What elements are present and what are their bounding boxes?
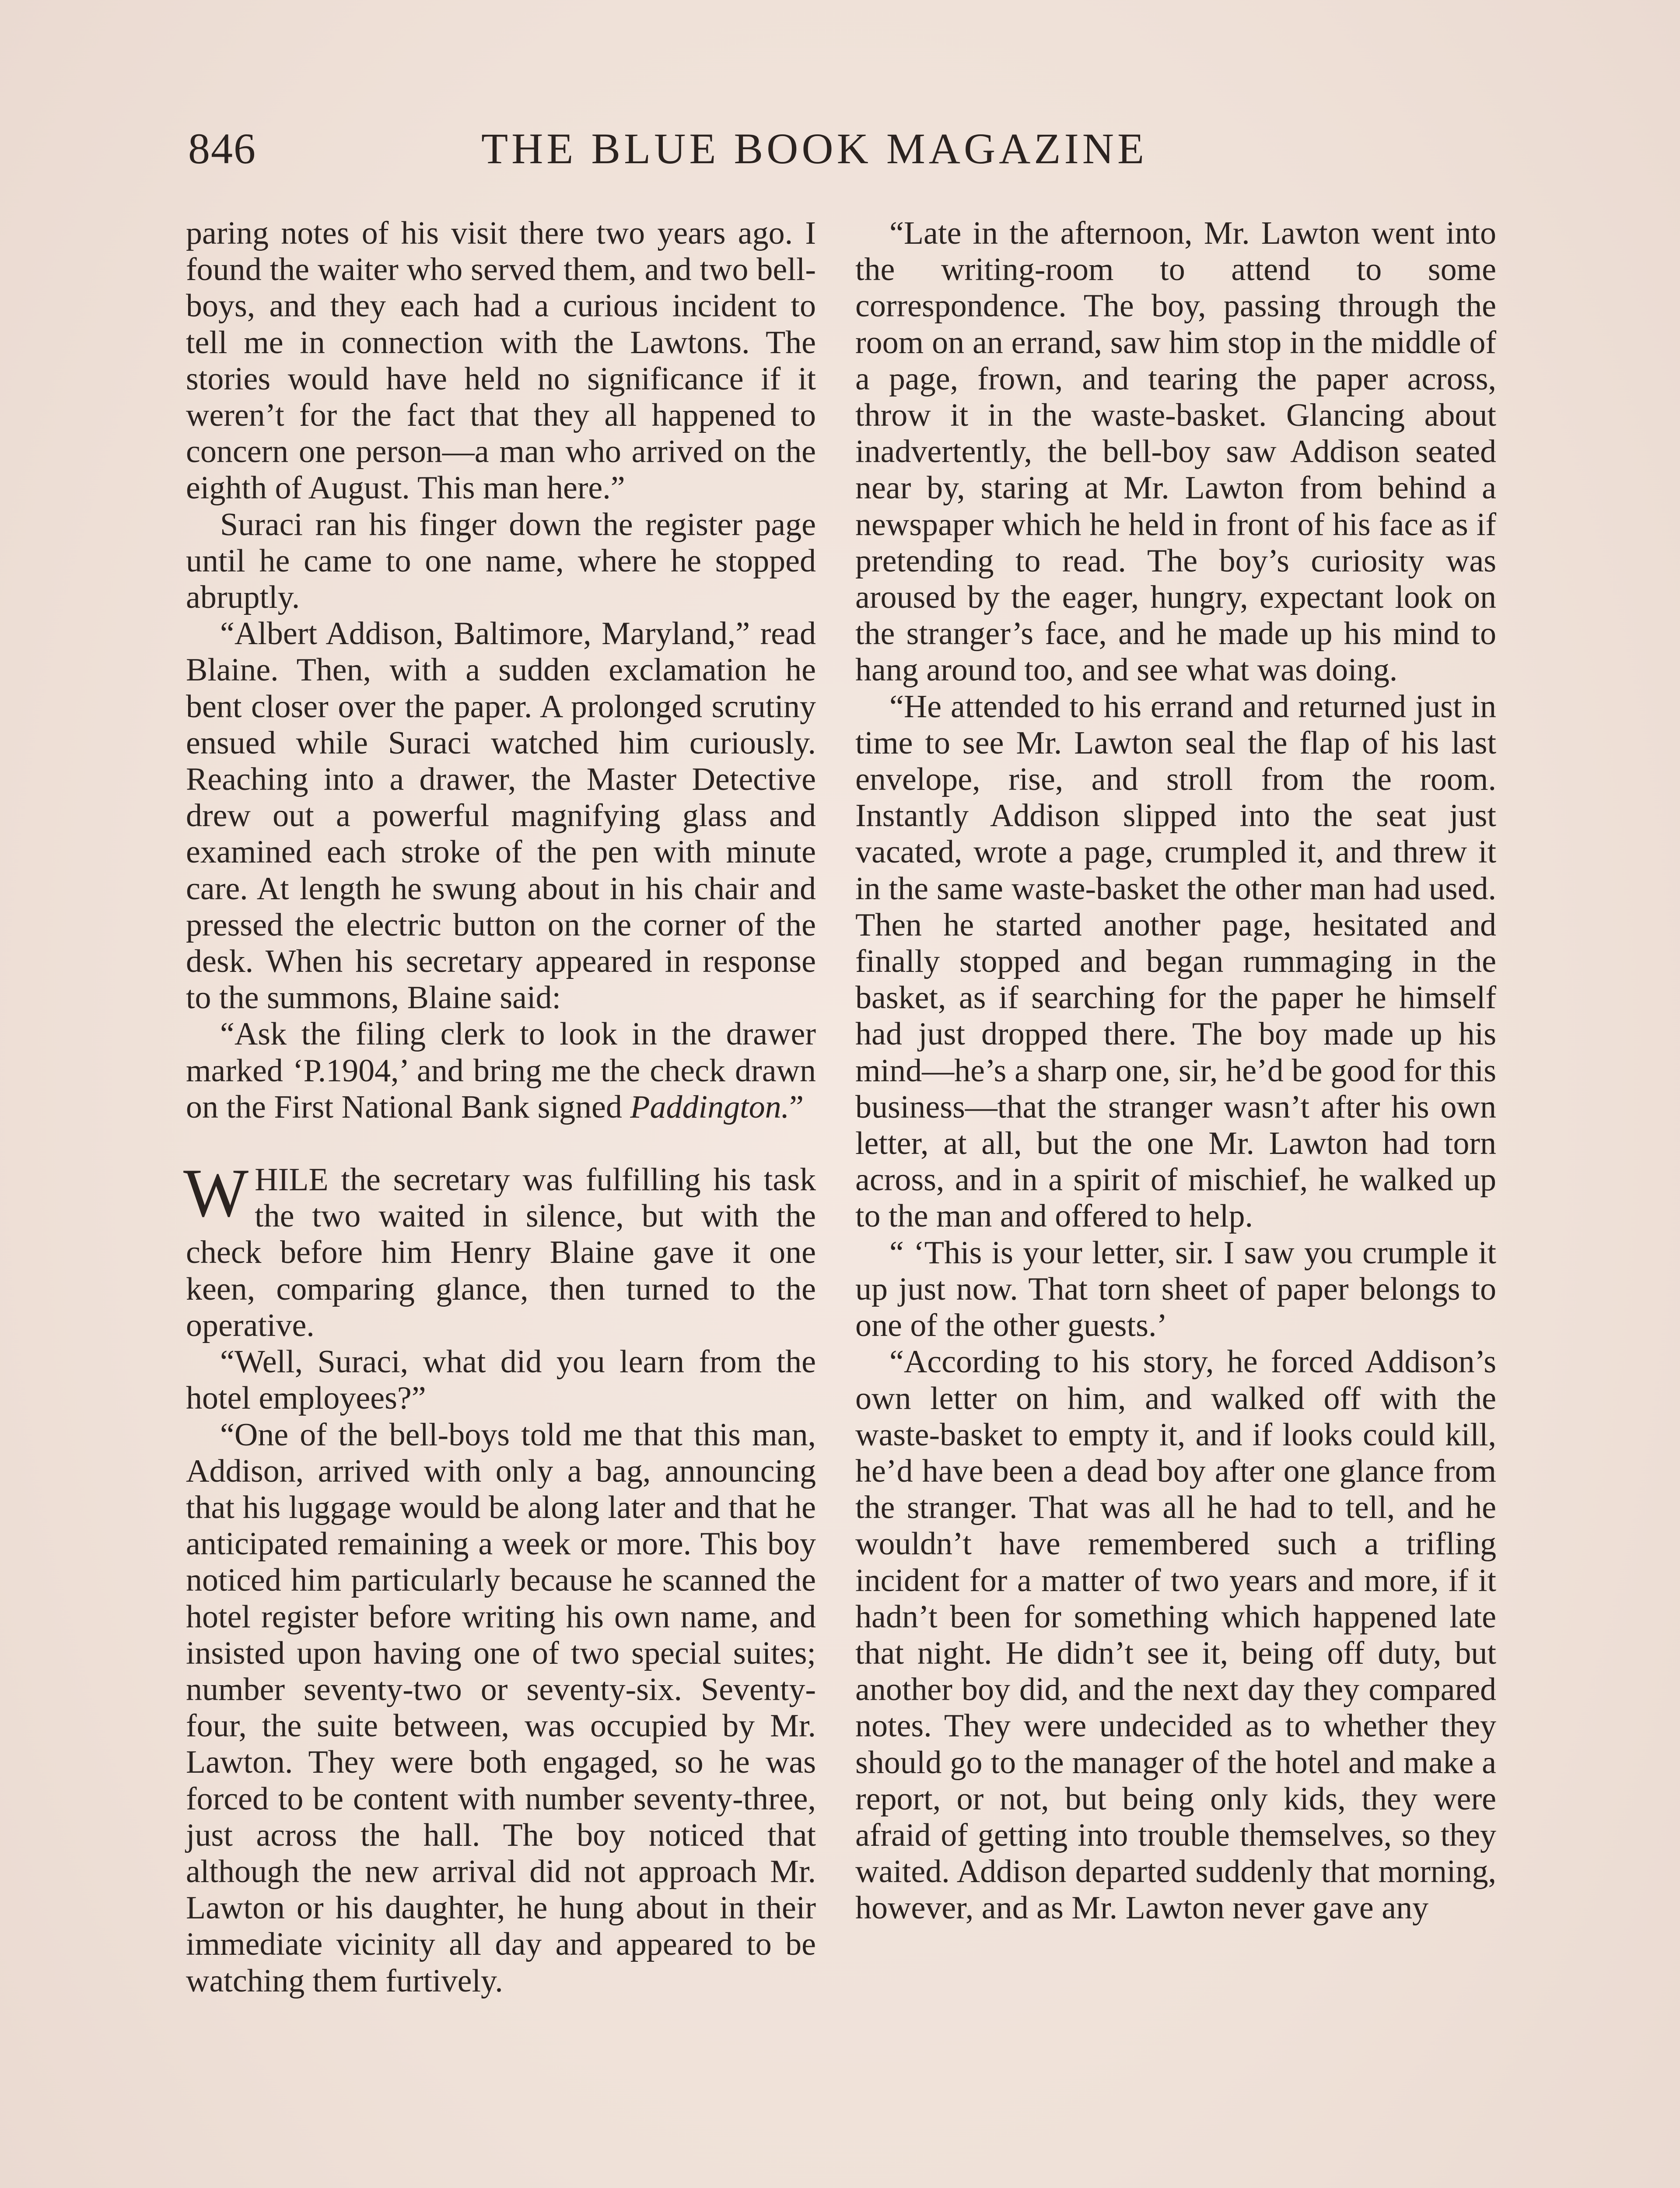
paragraph <box>186 1016 816 1126</box>
paragraph: “Albert Addison, Baltimore, Maryland,” read Blaine. Then, with a sudden exclamation he bent closer over the paper. A prolonged scrutiny ensued while Suraci watched him curiously. Reaching into a drawer, the Master Detective drew out a powerful magnifying glass and examined each stroke of the pen with minute care. At length he swung about in his chair and pressed the electric button on the corner of the desk. When his secretary appeared in response to the summons, Blaine said: <box>186 616 816 1016</box>
paragraph-text: “Ask the filing clerk to look in the drawer marked ‘P.1904,’ and bring me the check drawn on the First National Bank signed <box>186 1016 816 1125</box>
paragraph: “One of the bell-boys told me that this man, Addison, arrived with only a bag, announcing that his luggage would be along later and that he anticipated remaining a week or more. This boy noticed him particularly because he scanned the hotel register before writing his own name, and insisted upon having one of two special suites; number seventy-two or seventy-six. Seventy-four, the suite between, was occupied by Mr. Lawton. They were both engaged, so he was forced to be content with number seventy-three, just across the hall. The boy noticed that although the new arrival did not approach Mr. Lawton or his daughter, he hung about in their immediate vicinity all day and appeared to be watching them furtively. <box>186 1417 816 1999</box>
paragraph: “He attended to his errand and returned just in time to see Mr. Lawton seal the flap of his last envelope, rise, and stroll from the room. Instantly Addison slipped into the seat just vacated, wrote a page, crumpled it, and threw it in the same waste-basket the other man had used. Then he started another page, hesitated and finally stopped and began rummaging in the basket, as if searching for the paper he himself had just dropped there. The boy made up his mind—he’s a sharp one, sir, he’d be good for this business—that the stranger wasn’t after his own letter, at all, but the one Mr. Lawton had torn across, and in a spirit of mischief, he walked up to the man and offered to help. <box>855 688 1496 1234</box>
paragraph: “Late in the afternoon, Mr. Lawton went into the writing-room to attend to some correspondence. The boy, passing through the room on an errand, saw him stop in the middle of a page, frown, and tearing the paper across, throw it in the waste-basket. Glancing about inadvertently, the bell-boy saw Addison seated near by, staring at Mr. Lawton from behind a newspaper which he held in front of his face as if pretending to read. The boy’s curiosity was aroused by the eager, hungry, expectant look on the stranger’s face, and he made up his mind to hang around too, and see what was doing. <box>855 215 1496 688</box>
left-column <box>183 215 816 1999</box>
emphasis-paddington: Paddington. <box>630 1089 790 1125</box>
paragraph: “ ‘This is your letter, sir. I saw you crumple it up just now. That torn sheet of paper belongs to one of the other guests.’ <box>855 1234 1496 1344</box>
paragraph: paring notes of his visit there two years ago. I found the waiter who served them, and two bell-boys, and they each had a curious incident to tell me in connection with the Lawtons. The stories would have held no significance if it weren’t for the fact that they all happened to concern one person—a man who arrived on the eighth of August. This man here.” <box>186 215 816 506</box>
right-column <box>855 215 1496 1927</box>
paragraph-text-end: ” <box>789 1089 804 1125</box>
running-head <box>188 120 1225 177</box>
magazine-title: THE BLUE BOOK MAGAZINE <box>481 124 1148 173</box>
paragraph: “Well, Suraci, what did you learn from the hotel employees?” <box>186 1344 816 1417</box>
paragraph: Suraci ran his finger down the register page until he came to one name, where he stopped abruptly. <box>186 506 816 616</box>
page-number: 846 <box>188 124 256 173</box>
drop-cap: W <box>183 1155 249 1232</box>
paragraph-text: HILE the secretary was fulfilling his task the two waited in silence, but with the check before him Henry Blaine gave it one keen, comparing glance, then turned to the operative. <box>186 1162 816 1343</box>
paragraph: “According to his story, he forced Addison’s own letter on him, and walked off with the waste-basket to empty it, and if looks could kill, he’d have been a dead boy after one glance from the stranger. That was all he had to tell, and he wouldn’t have remembered such a trifling incident for a matter of two years and more, if it hadn’t been for something which happened late that night. He didn’t see it, being off duty, but another boy did, and the next day they compared notes. They were undecided as to whether they should go to the manager of the hotel and make a report, or not, but being only kids, they were afraid of getting into trouble themselves, so they waited. Addison departed suddenly that morning, however, and as Mr. Lawton never gave any <box>855 1344 1496 1926</box>
section-start-paragraph <box>183 1155 816 1344</box>
